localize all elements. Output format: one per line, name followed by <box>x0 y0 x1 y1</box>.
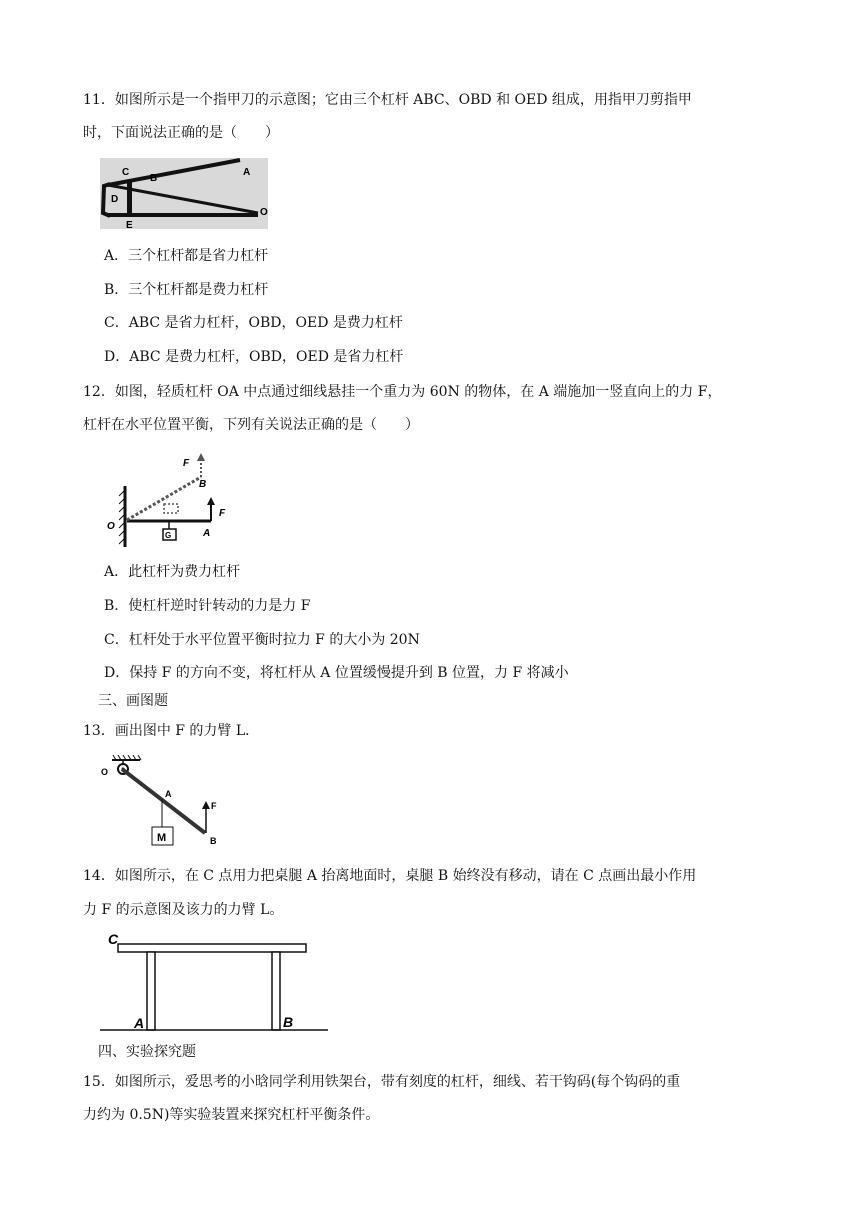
q15-stem-line2: 力约为 0.5N)等实验装置来探究杠杆平衡条件。 <box>83 1107 380 1123</box>
label-c: C <box>122 167 130 178</box>
q12-option-c: C．杠杆处于水平位置平衡时拉力 F 的大小为 20N <box>104 632 420 648</box>
lever-m-figure <box>100 755 225 850</box>
q12-stem-line2: 杠杆在水平位置平衡，下列有关说法正确的是（ ） <box>83 417 419 433</box>
section-experiment-title: 四、实验探究题 <box>98 1044 196 1060</box>
lever-ob <box>122 769 205 833</box>
table-figure <box>100 930 330 1035</box>
q12-stem-line1: 12．如图，轻质杠杆 OA 中点通过细线悬挂一个重力为 60N 的物体，在 A 端施加一竖直向上的力 F， <box>83 384 722 400</box>
q14-stem-line1: 14．如图所示，在 C 点用力把桌腿 A 抬离地面时，桌腿 B 始终没有移动，请在 C 点画出最小作用 <box>83 868 697 884</box>
table-top <box>118 944 306 952</box>
label-m: M <box>157 832 167 844</box>
label-o: O <box>107 521 115 532</box>
label-b: B <box>199 479 207 490</box>
lever-oa-figure <box>105 450 245 550</box>
q12-option-b: B．使杠杆逆时针转动的力是力 F <box>104 598 311 614</box>
label-g: G <box>165 531 172 540</box>
table-leg-b <box>272 952 280 1030</box>
table-leg-a <box>147 952 155 1030</box>
label-b: B <box>210 836 217 846</box>
q13-stem: 13．画出图中 F 的力臂 L． <box>83 723 260 739</box>
label-f-right: F <box>219 508 226 519</box>
label-b: B <box>150 173 158 184</box>
q12-option-a: A．此杠杆为费力杠杆 <box>104 564 241 580</box>
label-f-upper: F <box>183 458 190 469</box>
label-a: A <box>134 1015 145 1031</box>
q15-stem-line1: 15．如图所示，爱思考的小晗同学利用铁架台，带有刻度的杠杆，细线、若干钩码(每个钩码的重 <box>83 1074 681 1090</box>
label-a: A <box>165 789 172 799</box>
q12-option-d: D．保持 F 的方向不变，将杠杆从 A 位置缓慢提升到 B 位置，力 F 将减小 <box>104 665 569 681</box>
label-a: A <box>243 167 251 178</box>
label-e: E <box>126 220 133 230</box>
q14-stem-line2: 力 F 的示意图及该力的力臂 L。 <box>83 902 284 918</box>
q11-stem-line1: 11．如图所示是一个指甲刀的示意图；它由三个杠杆 ABC、OBD 和 OED 组成，用指甲刀剪指甲 <box>83 92 692 108</box>
q11-option-a: A．三个杠杆都是省力杠杆 <box>104 248 269 264</box>
label-f: F <box>211 801 217 811</box>
section-drawing-title: 三、画图题 <box>98 693 168 709</box>
nail-clipper-figure <box>100 158 270 230</box>
label-c: C <box>108 931 119 947</box>
label-a: A <box>203 528 211 539</box>
label-d: D <box>111 194 119 205</box>
q11-option-b: B．三个杠杆都是费力杠杆 <box>104 282 269 298</box>
q11-option-d: D．ABC 是费力杠杆，OBD，OED 是省力杠杆 <box>104 349 404 365</box>
q11-option-c: C．ABC 是省力杠杆，OBD，OED 是费力杠杆 <box>104 315 403 331</box>
label-b: B <box>283 1014 294 1030</box>
label-o: O <box>101 767 109 777</box>
q11-stem-line2: 时，下面说法正确的是（ ） <box>83 125 279 141</box>
label-o: O <box>260 207 268 218</box>
